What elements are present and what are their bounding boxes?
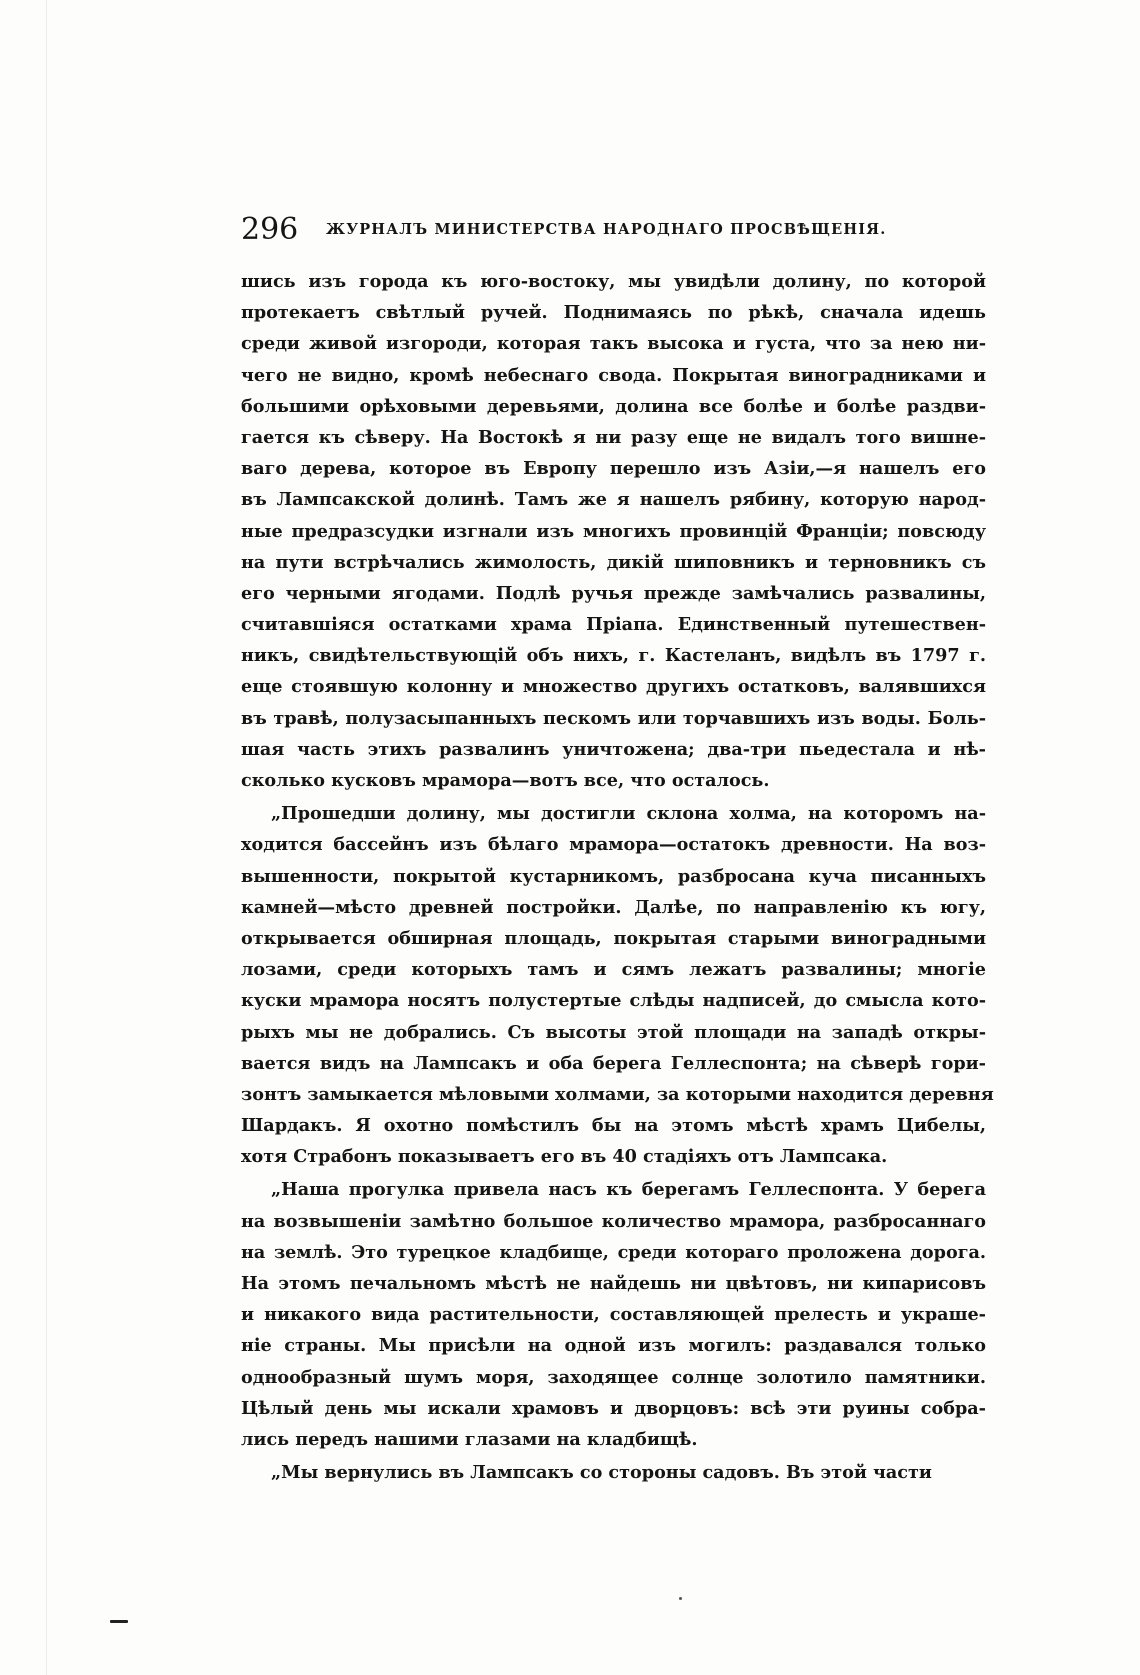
text-line: Цѣлый день мы искали храмовъ и дворцовъ: всѣ эти руины собра-: [241, 1397, 986, 1419]
text-line: шая часть этихъ развалинъ уничтожена; два-три пьедестала и нѣ-: [241, 738, 986, 760]
text-line: хотя Страбонъ показываетъ его въ 40 стадіяхъ отъ Лампсака.: [241, 1146, 888, 1168]
running-title: ЖУРНАЛЪ МИНИСТЕРСТВА НАРОДНАГО ПРОСВѢЩЕНІЯ.: [326, 221, 887, 238]
text-line: открывается обширная площадь, покрытая старыми виноградными: [241, 927, 986, 949]
margin-mark: [110, 1620, 128, 1623]
text-line: куски мрамора носятъ полустертые слѣды надписей, до смысла кото-: [241, 990, 986, 1012]
paragraph: [241, 1174, 986, 1455]
text-line: „Наша прогулка привела насъ къ берегамъ Геллеспонта. У берега: [271, 1179, 986, 1201]
text-line: На этомъ печальномъ мѣстѣ не найдешь ни цвѣтовъ, ни кипарисовъ: [241, 1273, 986, 1294]
text-line: гается къ сѣверу. На Востокѣ я ни разу еще не видалъ того вишне-: [241, 426, 986, 448]
text-line: зонтъ замыкается мѣловыми холмами, за которыми находится деревня: [241, 1083, 994, 1105]
text-line: однообразный шумъ моря, заходящее солнце золотило памятники.: [241, 1366, 986, 1388]
text-line: шись изъ города къ юго-востоку, мы увидѣли долину, по которой: [241, 271, 986, 292]
text-line: на землѣ. Это турецкое кладбище, среди котораго проложена дорога.: [241, 1241, 986, 1263]
paragraph: [241, 798, 994, 1172]
body-text: [241, 266, 994, 1566]
page-header: [241, 212, 986, 252]
text-line: считавшіяся остатками храма Пріапа. Единственный путешествен-: [241, 614, 986, 636]
text-line: еще стоявшую колонну и множество другихъ остатковъ, валявшихся: [241, 676, 986, 698]
text-line: на пути встрѣчались жимолость, дикій шиповникъ и терновникъ съ: [241, 551, 986, 573]
text-line: большими орѣховыми деревьями, долина все болѣе и болѣе раздви-: [241, 395, 986, 417]
text-line: ваго дерева, которое въ Европу перешло изъ Азіи,—я нашелъ его: [241, 458, 986, 480]
paragraph: [241, 1457, 986, 1488]
page-number: 296: [241, 212, 299, 247]
text-line: „Мы вернулись въ Лампсакъ со стороны садовъ. Въ этой части: [271, 1462, 932, 1484]
print-speck: [679, 1597, 682, 1600]
text-line: ніе страны. Мы присѣли на одной изъ могилъ: раздавался только: [241, 1335, 986, 1357]
text-line: въ Лампсакской долинѣ. Тамъ же я нашелъ рябину, которую народ-: [241, 489, 986, 511]
paragraph: [241, 266, 986, 796]
text-line: рыхъ мы не добрались. Съ высоты этой площади на западѣ откры-: [241, 1021, 986, 1043]
text-line: въ травѣ, полузасыпанныхъ пескомъ или торчавшихъ изъ воды. Боль-: [241, 707, 986, 729]
text-line: чего не видно, кромѣ небеснаго свода. Покрытая виноградниками и: [241, 364, 986, 386]
text-line: ные предразсудки изгнали изъ многихъ провинцій Франціи; повсюду: [241, 520, 986, 542]
text-line: сколько кусковъ мрамора—вотъ все, что осталось.: [241, 770, 770, 791]
page-edge: [46, 0, 47, 1675]
text-line: среди живой изгороди, которая такъ высока и густа, что за нею ни-: [241, 333, 986, 355]
text-line: его черными ягодами. Подлѣ ручья прежде замѣчались развалины,: [241, 582, 986, 604]
text-line: лозами, среди которыхъ тамъ и сямъ лежатъ развалины; многіе: [241, 959, 986, 981]
text-line: „Прошедши долину, мы достигли склона холма, на которомъ на-: [271, 803, 986, 825]
text-line: никъ, свидѣтельствующій объ нихъ, г. Кастеланъ, видѣлъ въ 1797 г.: [241, 645, 986, 667]
text-line: Шардакъ. Я охотно помѣстилъ бы на этомъ мѣстѣ храмъ Цибелы,: [241, 1115, 986, 1137]
text-line: камней—мѣсто древней постройки. Далѣе, по направленію къ югу,: [241, 896, 986, 918]
text-line: вышенности, покрытой кустарникомъ, разбросана куча писанныхъ: [241, 865, 986, 887]
text-line: лись передъ нашими глазами на кладбищѣ.: [241, 1428, 698, 1450]
text-line: на возвышеніи замѣтно большое количество мрамора, разбросаннаго: [241, 1210, 986, 1232]
text-line: и никакого вида растительности, составляющей прелесть и украше-: [241, 1304, 986, 1326]
text-line: протекаетъ свѣтлый ручей. Поднимаясь по рѣкѣ, сначала идешь: [241, 302, 986, 324]
text-line: ходится бассейнъ изъ бѣлаго мрамора—остатокъ древности. На воз-: [241, 834, 986, 856]
text-line: вается видъ на Лампсакъ и оба берега Геллеспонта; на сѣверѣ гори-: [241, 1052, 986, 1074]
